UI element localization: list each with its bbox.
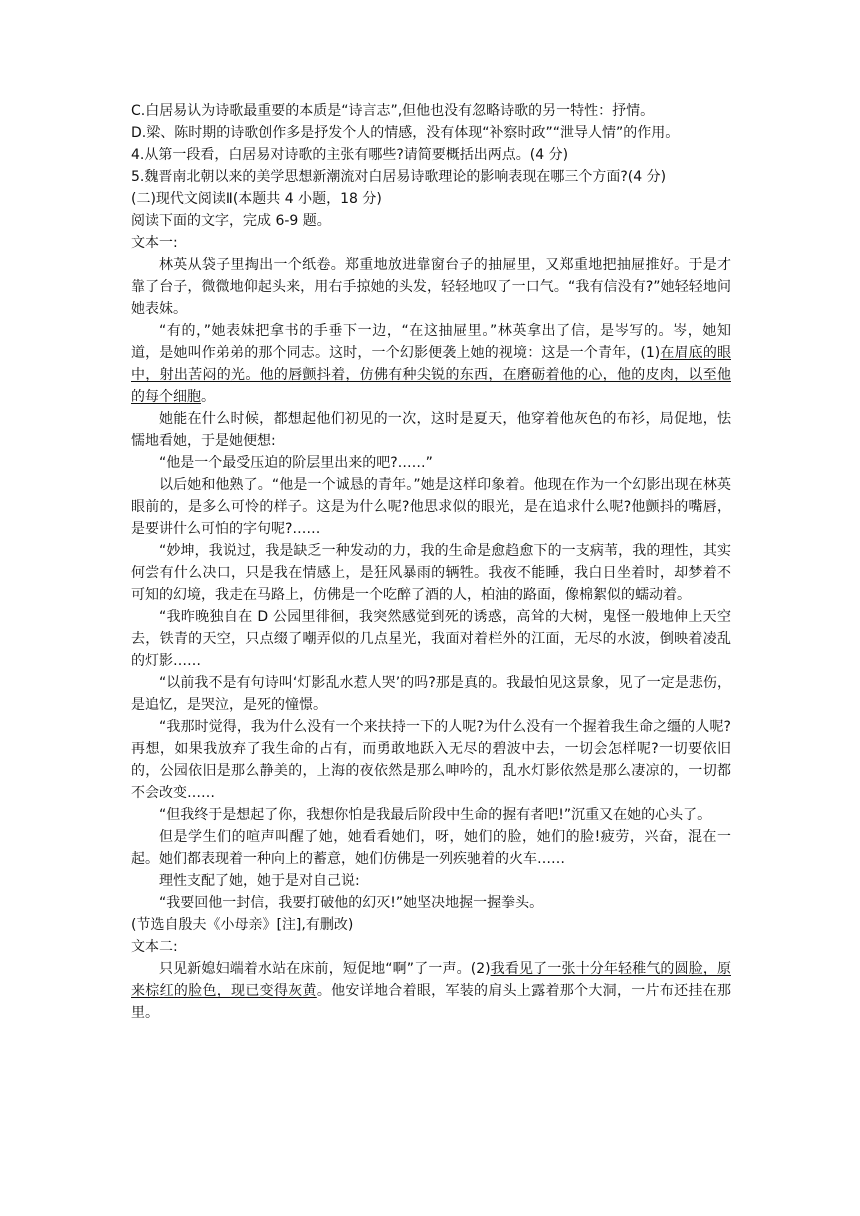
section-title: (二)现代文阅读Ⅱ(本题共 4 小题，18 分) [131, 191, 382, 207]
text1-paragraph-2 [131, 320, 731, 408]
text1-source: (节选自殷夫《小母亲》[注],有删改) [131, 917, 354, 933]
text2-paragraph-1-tail: 。他安详地合着眼，军装的肩头上露着那个大洞，一片布还挂在那里。 [131, 983, 732, 1021]
text1-paragraph-12: 理性支配了她，她于是对自己说: [159, 873, 360, 889]
text1-paragraph-10: “但我终于是想起了你，我想你怕是我最后阶段中生命的握有者吧!”沉重又在她的心头了。 [159, 807, 712, 823]
text1-label: 文本一: [131, 235, 178, 251]
text1-paragraph-1: 林英从袋子里掏出一个纸卷。郑重地放进靠窗台子的抽屉里，又郑重地把抽屉推好。于是才靠了台子，微微地仰起头来，用右手掠她的头发，轻轻地叹了一口气。“我有信没有?”她轻轻地问她表妹。 [131, 257, 731, 317]
question-4: 4.从第一段看，白居易对诗歌的主张有哪些?请简要概括出两点。(4 分) [131, 147, 569, 163]
text1-paragraph-7: “我昨晚独自在 D 公园里徘徊，我突然感觉到死的诱惑，高耸的大树，鬼怪一般地伸上天空去，铁青的天空，只点缀了嘲弄似的几点星光，我面对着栏外的江面，无尽的水波，倒映着凌乱的灯影…… [131, 609, 731, 669]
underlined-sentence-2: 我看见了一张十分年轻稚气的圆脸，原来棕红的脸色，现已变得灰黄 [131, 961, 731, 999]
text1-paragraph-9: “我那时觉得，我为什么没有一个来扶持一下的人呢?为什么没有一个握着我生命之缰的人呢?再想，如果我放弃了我生命的占有，而勇敢地跃入无尽的碧波中去，一切会怎样呢?一切要依旧的，公园依旧是那么静美的，上海的夜依然是那么呻吟的，乱水灯影依然是那么凄凉的，一切都不会改变…… [131, 719, 731, 801]
text2-label: 文本二: [131, 939, 178, 955]
text2-paragraph-1-lead: 只见新媳妇端着水站在床前，短促地“啊”了一声。(2) [159, 961, 491, 977]
text2-paragraph-1 [131, 958, 731, 1024]
text1-paragraph-2-tail: 。 [201, 389, 215, 405]
option-d: D.梁、陈时期的诗歌创作多是抒发个人的情感，没有体现“补察时政”“泄导人情”的作用。 [131, 125, 680, 141]
text1-paragraph-5: 以后她和他熟了。“他是一个诚恳的青年。”她是这样印象着。他现在作为一个幻影出现在林英眼前的，是多么可怜的样子。这是为什么呢?他思求似的眼光，是在追求什么呢?他颤抖的嘴唇，是要讲什么可怕的字句呢?…… [131, 477, 731, 537]
option-c: C.白居易认为诗歌最重要的本质是“诗言志”,但他也没有忽略诗歌的另一特性：抒情。 [131, 103, 655, 119]
underlined-sentence-1: 在眉底的眼中，射出苦闷的光。他的唇颤抖着，仿佛有种尖锐的东西，在磨砺着他的心，他的皮肉，以至他的每个细胞 [131, 345, 731, 405]
text1-paragraph-4: “他是一个最受压迫的阶层里出来的吧?……” [159, 455, 433, 471]
text1-paragraph-8: “以前我不是有句诗叫‘灯影乱水惹人哭’的吗?那是真的。我最怕见这景象，见了一定是悲伤，是追忆，是哭泣，是死的憧憬。 [131, 675, 731, 713]
text1-paragraph-6: “妙坤，我说过，我是缺乏一种发动的力，我的生命是愈趋愈下的一支病苇，我的理性，其实何尝有什么决口，只是我在情感上，是狂风暴雨的辆牲。我夜不能睡，我白日坐着时，却梦着不可知的幻境，我走在马路上，仿佛是一个吃醉了酒的人，柏油的路面，像棉絮似的蠕动着。 [131, 543, 731, 603]
question-5: 5.魏晋南北朝以来的美学思想新潮流对白居易诗歌理论的影响表现在哪三个方面?(4 分) [131, 169, 667, 185]
document-page [131, 100, 731, 1024]
text1-paragraph-2-lead: “有的，”她表妹把拿书的手垂下一边，“在这抽屉里。”林英拿出了信，是岑写的。岑，她知道，是她叫作弟弟的那个同志。这时，一个幻影便袭上她的视境：这是一个青年，(1) [131, 323, 731, 361]
text1-paragraph-3: 她能在什么时候，都想起他们初见的一次，这时是夏天，他穿着他灰色的布衫，局促地，怯懦地看她，于是她便想: [131, 411, 731, 449]
section-instruction: 阅读下面的文字，完成 6-9 题。 [131, 213, 331, 229]
text1-paragraph-11: 但是学生们的喧声叫醒了她，她看看她们，呀，她们的脸，她们的脸!疲劳，兴奋，混在一起。她们都表现着一种向上的蓄意，她们仿佛是一列疾驰着的火车…… [131, 829, 731, 867]
text1-paragraph-13: “我要回他一封信，我要打破他的幻灭!”她坚决地握一握拳头。 [159, 895, 544, 911]
